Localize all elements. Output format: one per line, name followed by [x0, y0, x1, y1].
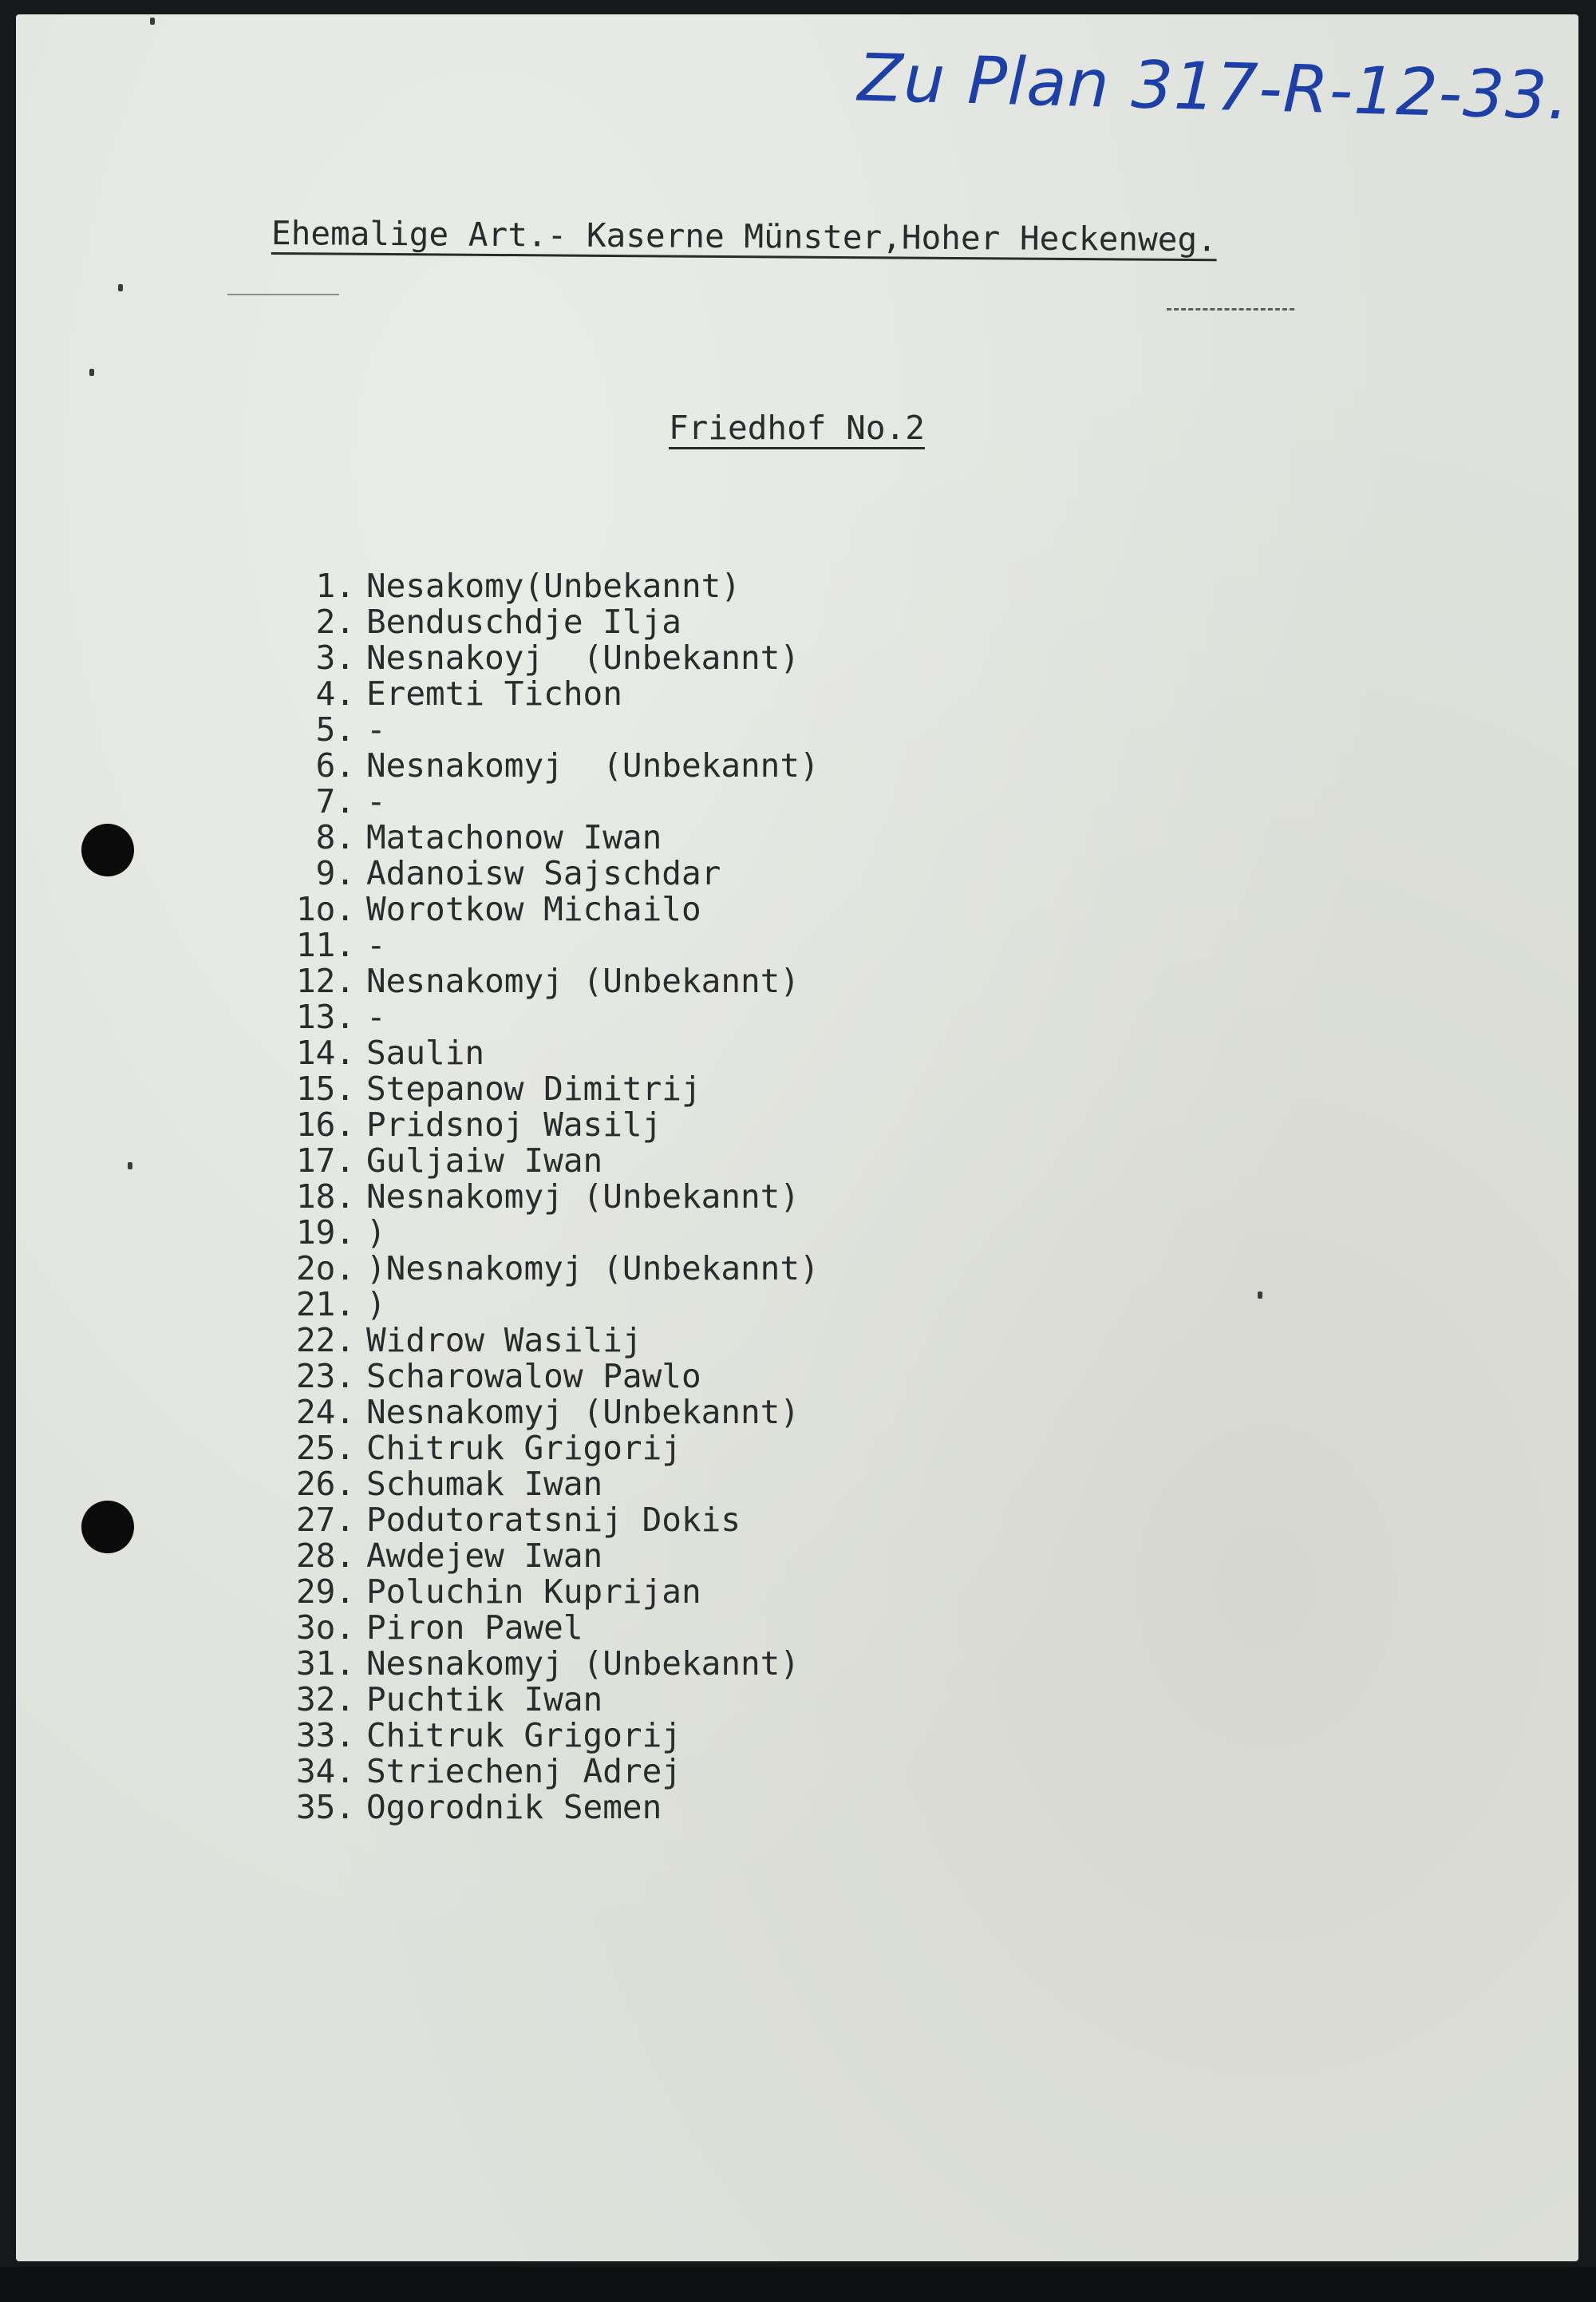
list-item — [255, 1143, 820, 1179]
entry-name: Scharowalow Pawlo — [366, 1357, 701, 1395]
entry-name: Benduschdje Ilja — [366, 603, 681, 641]
entry-number: 17. — [295, 1141, 355, 1180]
entry-name: - — [366, 998, 386, 1036]
entry-number: 18. — [295, 1177, 355, 1216]
scan-speck — [128, 1162, 132, 1169]
scan-speck — [1258, 1291, 1262, 1299]
entry-name: Nesakomy(Unbekannt) — [366, 567, 741, 605]
list-item — [255, 748, 820, 784]
entry-name: )Nesnakomyj (Unbekannt) — [366, 1249, 820, 1287]
entry-name: Ogorodnik Semen — [366, 1788, 662, 1826]
list-item — [255, 1718, 820, 1754]
entry-number: 33. — [295, 1716, 355, 1754]
entry-name: Matachonow Iwan — [366, 818, 662, 856]
entry-name: Puchtik Iwan — [366, 1680, 603, 1719]
list-item — [255, 676, 820, 712]
list-item — [255, 1179, 820, 1215]
entry-name: Saulin — [366, 1034, 485, 1072]
entry-name: Guljaiw Iwan — [366, 1141, 603, 1180]
entry-name: Eremti Tichon — [366, 674, 622, 713]
scan-speck — [89, 369, 94, 376]
entry-name: - — [366, 926, 386, 964]
entry-number: 2. — [315, 603, 355, 641]
entry-number: 16. — [295, 1106, 355, 1144]
entry-number: 14. — [295, 1034, 355, 1072]
list-item — [255, 640, 820, 676]
entry-name: Pridsnoj Wasilj — [366, 1106, 662, 1144]
list-item — [255, 1394, 820, 1430]
entry-number: 34. — [295, 1752, 355, 1790]
entry-name: Widrow Wasilij — [366, 1321, 642, 1359]
entry-name: Chitruk Grigorij — [366, 1716, 681, 1754]
entry-number: 9. — [315, 854, 355, 892]
list-item — [255, 999, 820, 1035]
entry-name: Nesnakoyj (Unbekannt) — [366, 639, 800, 677]
entry-name: Nesnakomyj (Unbekannt) — [366, 1644, 800, 1683]
list-item — [255, 712, 820, 748]
list-item — [255, 820, 820, 856]
entry-name: Worotkow Michailo — [366, 890, 701, 928]
list-item — [255, 1287, 820, 1323]
entry-name: Chitruk Grigorij — [366, 1429, 681, 1467]
entry-number: 19. — [295, 1213, 355, 1252]
entry-number: 28. — [295, 1537, 355, 1575]
entry-number: 23. — [295, 1357, 355, 1395]
entry-name: Stepanow Dimitrij — [366, 1070, 701, 1108]
entry-number: 24. — [295, 1393, 355, 1431]
scan-speck — [118, 284, 123, 291]
entry-number: 4. — [315, 674, 355, 713]
entry-number: 3. — [315, 639, 355, 677]
cemetery-subheading: Friedhof No.2 — [669, 409, 925, 447]
entry-name: - — [366, 710, 386, 749]
entry-name: Piron Pawel — [366, 1608, 583, 1647]
list-item — [255, 963, 820, 999]
list-item — [255, 928, 820, 963]
entry-number: 7. — [315, 782, 355, 821]
list-item — [255, 892, 820, 928]
entry-name: Podutoratsnij Dokis — [366, 1501, 741, 1539]
list-item — [255, 1574, 820, 1610]
entry-number: 11. — [295, 926, 355, 964]
entry-number: 32. — [295, 1680, 355, 1719]
list-item — [255, 604, 820, 640]
list-item — [255, 1430, 820, 1466]
list-item — [255, 1790, 820, 1825]
punch-hole-upper — [81, 824, 134, 876]
entry-name: Nesnakomyj (Unbekannt) — [366, 1393, 800, 1431]
scan-speck — [150, 18, 155, 25]
list-item — [255, 568, 820, 604]
entry-number: 1o. — [295, 890, 355, 928]
list-item — [255, 1215, 820, 1251]
entry-name: Nesnakomyj (Unbekannt) — [366, 962, 800, 1000]
entry-number: 22. — [295, 1321, 355, 1359]
entry-number: 2o. — [295, 1249, 355, 1287]
dashed-rule — [1167, 308, 1294, 310]
document-heading: Ehemalige Art.- Kaserne Münster,Hoher Heckenweg. — [271, 214, 1217, 259]
list-item — [255, 1502, 820, 1538]
pencil-stroke — [227, 294, 339, 295]
entry-name: Nesnakomyj (Unbekannt) — [366, 746, 820, 785]
entry-name: - — [366, 782, 386, 821]
grave-list — [255, 568, 820, 1825]
entry-name: Awdejew Iwan — [366, 1537, 603, 1575]
handwritten-plan-reference: Zu Plan 317-R-12-33. — [856, 40, 1570, 135]
entry-name: Poluchin Kuprijan — [366, 1572, 701, 1611]
entry-number: 13. — [295, 998, 355, 1036]
punch-hole-lower — [81, 1501, 134, 1553]
list-item — [255, 1359, 820, 1394]
entry-name: ) — [366, 1285, 386, 1323]
scan-bottom-edge — [0, 2267, 1596, 2302]
entry-number: 21. — [295, 1285, 355, 1323]
list-item — [255, 856, 820, 892]
entry-number: 5. — [315, 710, 355, 749]
entry-number: 35. — [295, 1788, 355, 1826]
entry-number: 12. — [295, 962, 355, 1000]
list-item — [255, 784, 820, 820]
entry-number: 6. — [315, 746, 355, 785]
entry-name: Adanoisw Sajschdar — [366, 854, 721, 892]
list-item — [255, 1107, 820, 1143]
list-item — [255, 1323, 820, 1359]
entry-name: Schumak Iwan — [366, 1465, 603, 1503]
list-item — [255, 1754, 820, 1790]
entry-number: 27. — [295, 1501, 355, 1539]
entry-number: 31. — [295, 1644, 355, 1683]
list-item — [255, 1682, 820, 1718]
entry-number: 15. — [295, 1070, 355, 1108]
entry-name: ) — [366, 1213, 386, 1252]
list-item — [255, 1646, 820, 1682]
entry-number: 25. — [295, 1429, 355, 1467]
entry-number: 8. — [315, 818, 355, 856]
entry-number: 3o. — [295, 1608, 355, 1647]
entry-name: Nesnakomyj (Unbekannt) — [366, 1177, 800, 1216]
entry-number: 29. — [295, 1572, 355, 1611]
list-item — [255, 1251, 820, 1287]
list-item — [255, 1466, 820, 1502]
list-item — [255, 1610, 820, 1646]
list-item — [255, 1538, 820, 1574]
list-item — [255, 1071, 820, 1107]
entry-number: 1. — [315, 567, 355, 605]
list-item — [255, 1035, 820, 1071]
entry-name: Striechenj Adrej — [366, 1752, 681, 1790]
entry-number: 26. — [295, 1465, 355, 1503]
